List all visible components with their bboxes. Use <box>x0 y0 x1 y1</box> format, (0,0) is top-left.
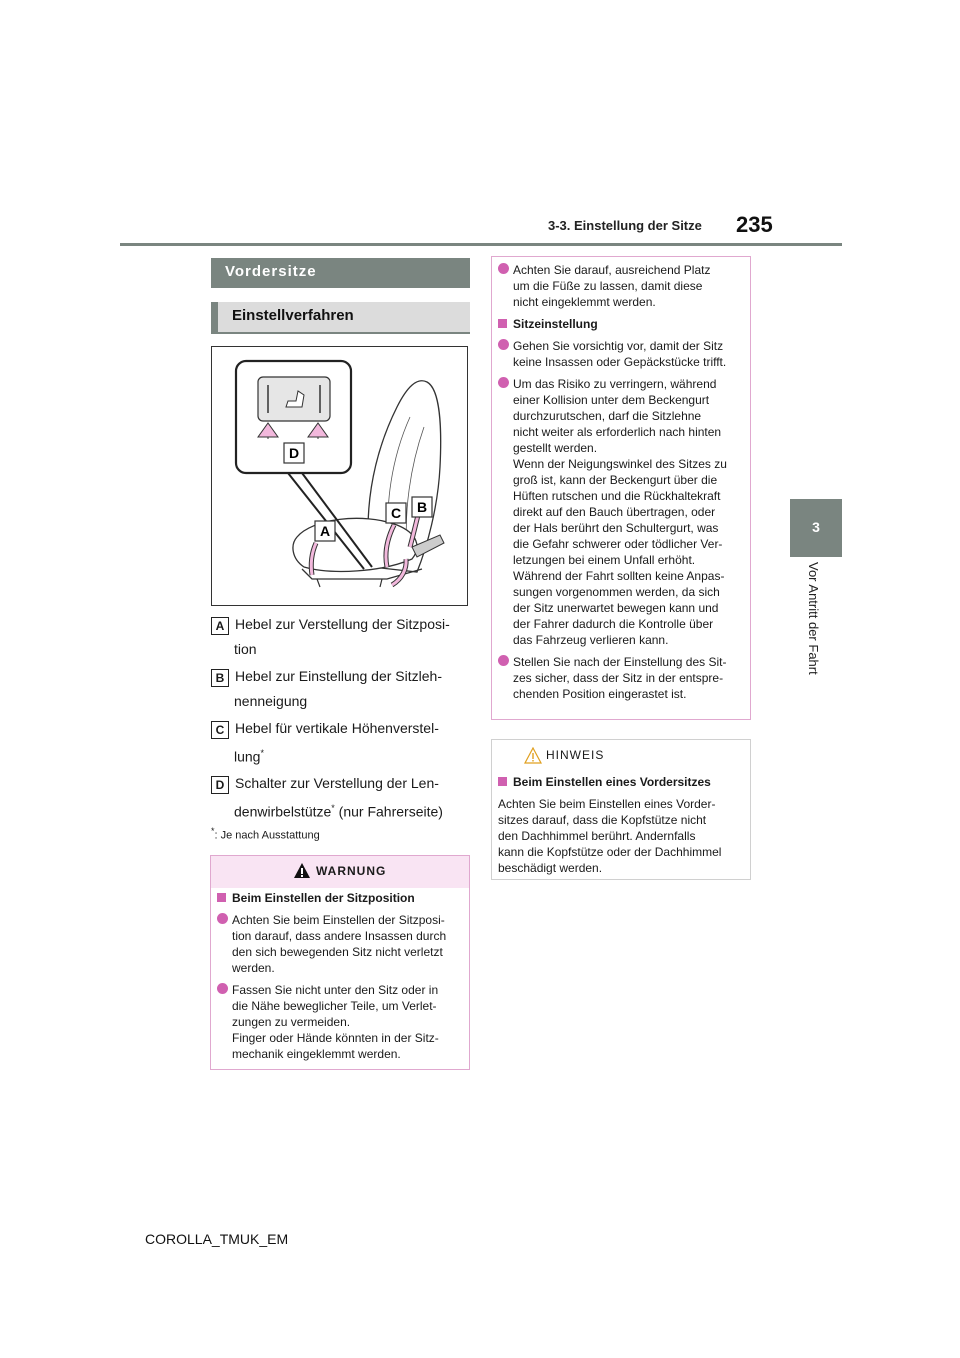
warning-bullet-text: Achten Sie beim Einstellen der Sitzposi- tion darauf, dass andere Insassen durch den sich bewegenden Sitz nicht verletzt werden. <box>232 913 447 975</box>
legend-text-word: denwirbelstütze <box>234 803 332 820</box>
round-bullet-icon <box>498 263 509 274</box>
warning-heading-text: Sitzeinstellung <box>513 317 598 331</box>
seat-illustration <box>211 346 468 606</box>
square-bullet-icon <box>498 319 507 328</box>
notice-heading <box>496 774 748 790</box>
legend-text: Hebel für vertikale Höhenverstel- <box>235 720 439 736</box>
chapter-number: 3 <box>812 519 820 535</box>
legend-text-cont: tion <box>234 641 257 657</box>
footnote <box>211 826 320 842</box>
legend-item-d <box>211 771 470 825</box>
warning-triangle-icon <box>293 862 311 879</box>
legend-item-c <box>211 716 470 770</box>
notice-title-bar <box>492 740 750 770</box>
chapter-tab <box>790 499 842 557</box>
legend-text-word: lung <box>234 748 261 765</box>
warning-heading <box>496 316 748 332</box>
legend-text: Schalter zur Verstellung der Len- <box>235 775 439 791</box>
page-number: 235 <box>736 212 773 237</box>
round-bullet-icon <box>498 339 509 350</box>
legend-key: A <box>211 617 229 635</box>
warning-bullet <box>496 338 748 370</box>
legend-text-cont <box>211 796 470 825</box>
warning-bullet <box>496 262 748 310</box>
warning-bullet-text: Um das Risiko zu verringern, während einer Kollision unter dem Beckengurt durchzurutschen, darf die Sitzlehne nicht weiter als erforderlich nach hinten gestellt werden. Wenn der Neigungswinkel des Sitzes zu groß ist, kann der Beckengurt über die Hüften rutschen und die Rückhaltekraft direkt auf den Bauch übertragen, oder der Hals berührt den Schultergurt, was die Gefahr schwerer oder tödlicher Ver- letzungen bei einem Unfall erhöht. Während der Fahrt sollten keine Anpas- sungen vorgenommen werden, da sich der Sitz unerwartet bewegen kann und der Fahrer dadurch die Kontrolle über das Fahrzeug verlieren kann. <box>513 377 727 647</box>
warning-bullet <box>496 376 748 648</box>
warning-heading <box>215 890 465 906</box>
warning-panel-continued <box>491 256 751 720</box>
warning-bullet <box>215 982 465 1062</box>
square-bullet-icon <box>498 777 507 786</box>
legend-key: B <box>211 669 229 687</box>
callout-c: C <box>390 505 402 521</box>
section-title: 3-3. Einstellung der Sitze <box>548 218 702 233</box>
callout-b: B <box>416 499 428 515</box>
notice-label: HINWEIS <box>546 748 605 762</box>
footnote-mark: * <box>331 803 335 813</box>
round-bullet-icon <box>498 655 509 666</box>
notice-text: Achten Sie beim Einstellen eines Vorder- sitzes darauf, dass die Kopfstütze nicht den Dachhimmel berührt. Andernfalls kann die Kopfstütze oder der Dachhimmel beschädigt werden. <box>498 797 722 875</box>
chapter-title: Vor Antritt der Fahrt <box>806 562 821 675</box>
footnote-text: : Je nach Ausstattung <box>214 829 320 842</box>
legend-text-cont <box>211 741 470 770</box>
square-bullet-icon <box>217 893 226 902</box>
notice-panel <box>491 739 751 880</box>
heading-vordersitze: Vordersitze <box>211 258 470 288</box>
round-bullet-icon <box>217 913 228 924</box>
notice-heading-text: Beim Einstellen eines Vordersitzes <box>513 775 711 789</box>
legend-item-b <box>211 664 470 714</box>
legend-text: Hebel zur Verstellung der Sitzposi- <box>235 616 450 632</box>
seat-rail <box>317 579 382 587</box>
round-bullet-icon <box>498 377 509 388</box>
warning-title-bar <box>211 856 469 888</box>
warning-panel <box>210 855 470 1070</box>
round-bullet-icon <box>217 983 228 994</box>
callout-a: A <box>319 523 331 539</box>
legend-text: Hebel zur Einstellung der Sitzleh- <box>235 668 442 684</box>
legend-key: D <box>211 776 229 794</box>
legend-key: C <box>211 721 229 739</box>
legend-text-after: (nur Fahrerseite) <box>334 803 443 820</box>
warning-bullet-text: Gehen Sie vorsichtig vor, damit der Sitz keine Insassen oder Gepäckstücke trifft. <box>513 339 727 369</box>
warning-heading-text: Beim Einstellen der Sitzposition <box>232 891 415 905</box>
legend-item-a <box>211 612 470 662</box>
legend-text-cont: nenneigung <box>234 693 308 709</box>
seat-drawing <box>212 347 467 605</box>
footnote-mark: * <box>211 826 215 836</box>
warning-bullet-text: Fassen Sie nicht unter den Sitz oder in die Nähe beweglicher Teile, um Verlet- zungen zu vermeiden. Finger oder Hände könnten in der Sitz- mechanik eingeklemmt werden. <box>232 983 439 1061</box>
lumbar-switch <box>258 377 330 421</box>
warning-bullet-text: Achten Sie darauf, ausreichend Platz um die Füße zu lassen, damit diese nicht eingeklemmt werden. <box>513 263 711 309</box>
caution-triangle-icon <box>524 747 542 764</box>
document-code: COROLLA_TMUK_EM <box>145 1231 289 1247</box>
warning-bullet <box>496 654 748 702</box>
heading-underline <box>211 332 470 334</box>
warning-bullet-text: Stellen Sie nach der Einstellung des Sit- zes sicher, dass der Sitz in der entspre- chenden Position eingerastet ist. <box>513 655 727 701</box>
callout-d: D <box>288 445 300 461</box>
warning-label: WARNUNG <box>316 864 387 878</box>
heading-einstellverfahren: Einstellverfahren <box>211 302 470 332</box>
footnote-mark: * <box>260 748 264 758</box>
header-rule <box>120 243 842 246</box>
warning-bullet <box>215 912 465 976</box>
